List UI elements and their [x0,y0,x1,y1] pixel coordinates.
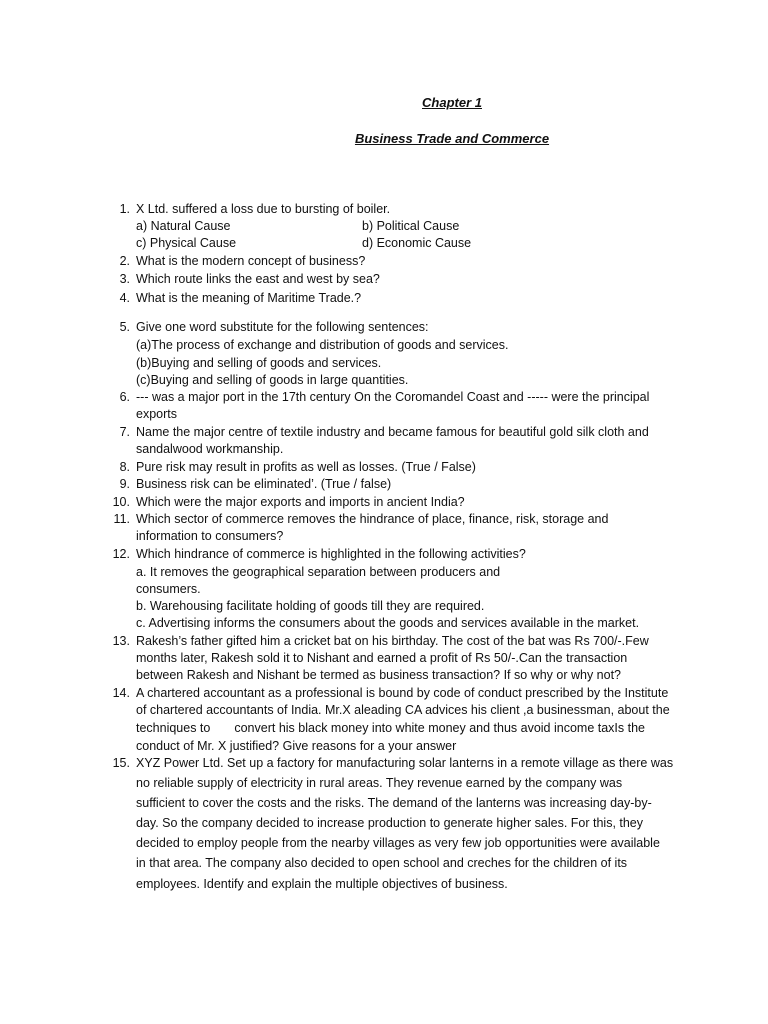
question-text: Which route links the east and west by sea? [136,272,380,286]
question-text: conduct of Mr. X justified? Give reasons for a your answer [136,739,457,753]
sub-item: a. It removes the geographical separation between producers and [136,565,501,579]
sub-item: c. Advertising informs the consumers about the goods and services available in the market. [136,616,640,630]
question-number: 3. [119,272,130,286]
question-text: day. So the company decided to increase production to generate higher sales. For this, they [136,816,644,830]
question-text-part: convert his black money into white money and thus avoid income taxIs the [234,721,645,735]
question-text: Rakesh’s father gifted him a cricket bat on his birthday. The cost of the bat was Rs 700/-.Few [136,634,649,648]
question-text: between Rakesh and Nishant be termed as business transaction? If so why or why not? [136,668,621,682]
question-text: Pure risk may result in profits as well as losses. (True / False) [136,460,476,474]
question-text: no reliable supply of electricity in rural areas. They revenue earned by the company was [136,776,623,790]
question-text: sufficient to cover the costs and the risks. The demand of the lanterns was increasing day-by- [136,796,652,810]
question-text: Which were the major exports and imports in ancient India? [136,495,465,509]
question-text: --- was a major port in the 17th century On the Coromandel Coast and ----- were the principal [136,390,650,404]
question-number: 2. [119,254,130,268]
option-c: c) Physical Cause [136,236,237,250]
sub-item: (c)Buying and selling of goods in large quantities. [136,373,409,387]
option-a: a) Natural Cause [136,219,231,233]
chapter-title: Business Trade and Commerce [354,131,550,146]
question-text: Which sector of commerce removes the hindrance of place, finance, risk, storage and [136,512,609,526]
chapter-heading: Chapter 1 [422,95,482,110]
question-text-part: techniques to [136,721,211,735]
question-text: exports [136,407,177,421]
question-number: 8. [119,460,130,474]
question-number: 7. [119,425,130,439]
sub-item: consumers. [136,582,201,596]
question-text: in that area. The company also decided to open school and creches for the children of its [136,856,628,870]
sub-item: (a)The process of exchange and distribution of goods and services. [136,338,509,352]
question-text: sandalwood workmanship. [136,442,284,456]
question-text: of chartered accountants of India. Mr.X aleading CA advices his client ,a businessman, about the [136,703,670,717]
question-text: What is the modern concept of business? [136,254,366,268]
question-text: Name the major centre of textile industry and became famous for beautiful gold silk cloth and [136,425,649,439]
question-text: Business risk can be eliminated’. (True / false) [136,477,392,491]
question-text: Give one word substitute for the following sentences: [136,320,429,334]
question-number: 11. [113,512,130,526]
question-number: 5. [119,320,130,334]
option-d: d) Economic Cause [362,236,472,250]
question-number: 15. [112,756,130,770]
question-text: Which hindrance of commerce is highlighted in the following activities? [136,547,526,561]
question-text: A chartered accountant as a professional is bound by code of conduct prescribed by the Institute [136,686,669,700]
question-number: 12. [112,547,130,561]
question-number: 1. [119,202,130,216]
option-b: b) Political Cause [362,219,460,233]
question-number: 13. [112,634,130,648]
question-text [136,720,645,737]
question-number: 4. [119,291,130,305]
question-text: What is the meaning of Maritime Trade.? [136,291,362,305]
question-text: months later, Rakesh sold it to Nishant and earned a profit of Rs 50/-.Can the transaction [136,651,628,665]
question-text: decided to employ people from the nearby villages as very few job opportunities were available [136,836,660,850]
sub-item: b. Warehousing facilitate holding of goods till they are required. [136,599,485,613]
question-number: 6. [119,390,130,404]
question-text: employees. Identify and explain the multiple objectives of business. [136,877,508,891]
question-number: 9. [119,477,130,491]
question-text: XYZ Power Ltd. Set up a factory for manufacturing solar lanterns in a remote village as there was [136,756,674,770]
question-number: 14. [112,686,130,700]
sub-item: (b)Buying and selling of goods and services. [136,356,382,370]
question-text: X Ltd. suffered a loss due to bursting of boiler. [136,202,391,216]
question-text: information to consumers? [136,529,284,543]
question-number: 10. [112,495,130,509]
